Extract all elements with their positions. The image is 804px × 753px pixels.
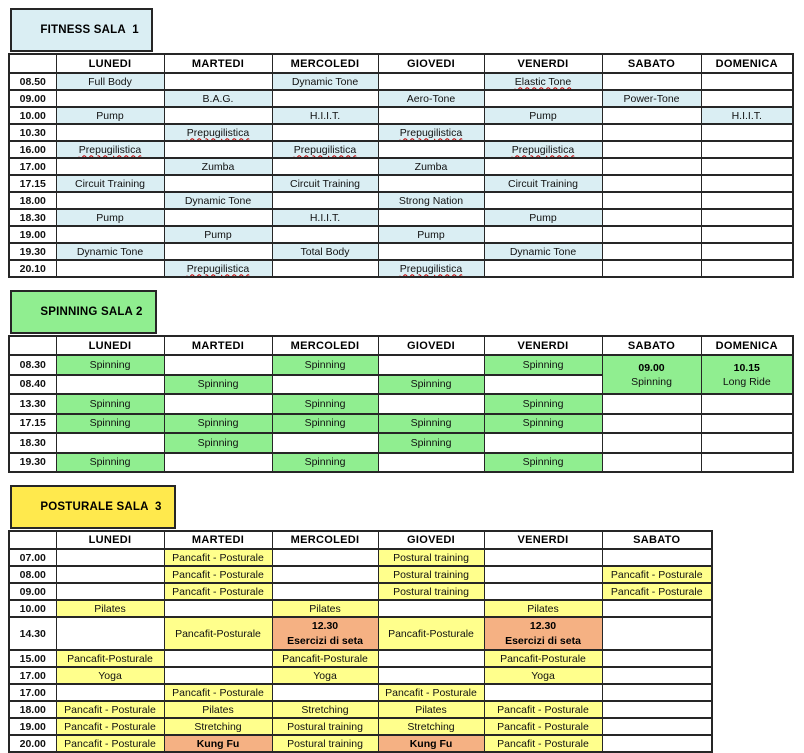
schedule-cell-domenica (701, 433, 793, 453)
schedule-cell-martedi (164, 453, 272, 473)
schedule-cell-lunedi (56, 566, 164, 583)
schedule-cell-giovedi: Pilates (378, 701, 484, 718)
day-header-martedi: MARTEDI (164, 54, 272, 73)
schedule-cell-giovedi (378, 600, 484, 617)
schedule-cell-giovedi (378, 453, 484, 473)
section-spinning (8, 290, 804, 473)
time-cell: 19.30 (9, 243, 56, 260)
schedule-cell-giovedi: Postural training (378, 583, 484, 600)
schedule-cell-martedi (164, 209, 272, 226)
day-header-mercoledi: MERCOLEDI (272, 531, 378, 549)
schedule-cell-martedi: Dynamic Tone (164, 192, 272, 209)
schedule-cell-martedi (164, 355, 272, 375)
schedule-cell-lunedi: Pancafit - Posturale (56, 701, 164, 718)
schedule-cell-lunedi: Pump (56, 209, 164, 226)
corner-cell (9, 336, 56, 355)
schedule-cell-sabato (602, 600, 712, 617)
time-cell: 13.30 (9, 394, 56, 414)
time-cell: 19.00 (9, 226, 56, 243)
day-header-sabato: SABATO (602, 54, 701, 73)
schedule-cell-venerdi: Pancafit - Posturale (484, 718, 602, 735)
section-tab-spinning (10, 290, 157, 334)
schedule-cell-giovedi: Spinning (378, 414, 484, 434)
schedule-cell-sabato (602, 243, 701, 260)
section-title-spinning: SPINNING SALA 2 (40, 306, 143, 318)
schedule-cell-venerdi: Spinning (484, 453, 602, 473)
schedule-cell-martedi: Pancafit - Posturale (164, 684, 272, 701)
day-header-mercoledi: MERCOLEDI (272, 54, 378, 73)
schedule-cell-giovedi (378, 650, 484, 667)
schedule-cell-lunedi: Full Body (56, 73, 164, 90)
schedule-cell-lunedi: Dynamic Tone (56, 243, 164, 260)
schedule-cell-venerdi: Spinning (484, 355, 602, 375)
time-cell: 19.30 (9, 453, 56, 473)
schedule-cell-giovedi: Kung Fu (378, 735, 484, 752)
schedule-cell-giovedi: Prepugilistica (378, 260, 484, 277)
schedule-cell-martedi: Zumba (164, 158, 272, 175)
day-header-martedi: MARTEDI (164, 531, 272, 549)
schedule-cell-venerdi (484, 158, 602, 175)
time-cell: 20.00 (9, 735, 56, 752)
schedule-cell-sabato (602, 141, 701, 158)
schedule-cell-venerdi (484, 566, 602, 583)
schedule-cell-martedi: Pancafit - Posturale (164, 583, 272, 600)
schedule-cell-martedi: Pilates (164, 701, 272, 718)
schedule-cell-giovedi (378, 394, 484, 414)
schedule-cell-mercoledi (272, 566, 378, 583)
schedule-cell-sabato (602, 701, 712, 718)
schedule-cell-sabato (602, 718, 712, 735)
schedule-cell-lunedi (56, 90, 164, 107)
schedule-cell-venerdi: Pancafit-Posturale (484, 650, 602, 667)
schedule-cell-venerdi (484, 192, 602, 209)
schedule-cell-lunedi: Spinning (56, 394, 164, 414)
schedule-cell-venerdi: Pancafit - Posturale (484, 701, 602, 718)
schedule-cell-sabato (602, 158, 701, 175)
schedule-cell-lunedi (56, 124, 164, 141)
schedule-cell-martedi (164, 600, 272, 617)
time-cell: 09.00 (9, 583, 56, 600)
schedule-cell-giovedi: Pancafit - Posturale (378, 684, 484, 701)
schedule-cell-domenica (701, 158, 793, 175)
schedule-cell-mercoledi: Pilates (272, 600, 378, 617)
time-cell: 08.50 (9, 73, 56, 90)
schedule-cell-venerdi (484, 375, 602, 395)
schedule-cell-domenica (701, 260, 793, 277)
schedule-cell-mercoledi: Yoga (272, 667, 378, 684)
schedule-cell-venerdi: Circuit Training (484, 175, 602, 192)
schedule-cell-venerdi (484, 549, 602, 566)
schedule-cell-giovedi: Postural training (378, 566, 484, 583)
schedule-cell-domenica (701, 90, 793, 107)
schedule-cell-giovedi (378, 355, 484, 375)
schedule-cell-sabato (602, 684, 712, 701)
day-header-venerdi: VENERDI (484, 531, 602, 549)
schedule-cell-domenica (701, 73, 793, 90)
schedule-cell-lunedi: Spinning (56, 453, 164, 473)
schedule-cell-venerdi (484, 684, 602, 701)
schedule-cell-venerdi (484, 583, 602, 600)
schedule-cell-lunedi: Circuit Training (56, 175, 164, 192)
time-cell: 14.30 (9, 617, 56, 650)
schedule-cell-mercoledi (272, 433, 378, 453)
schedule-cell-sabato (602, 549, 712, 566)
schedule-cell-venerdi: Pump (484, 107, 602, 124)
corner-cell (9, 531, 56, 549)
day-header-giovedi: GIOVEDI (378, 336, 484, 355)
schedule-cell-mercoledi (272, 158, 378, 175)
schedule-cell-mercoledi (272, 260, 378, 277)
time-cell: 17.00 (9, 667, 56, 684)
schedule-cell-sabato (602, 124, 701, 141)
schedule-cell-lunedi: Yoga (56, 667, 164, 684)
schedule-cell-mercoledi: Spinning (272, 414, 378, 434)
schedule-cell-lunedi (56, 375, 164, 395)
schedule-cell-giovedi (378, 141, 484, 158)
schedule-cell-lunedi: Pilates (56, 600, 164, 617)
schedule-cell-domenica (701, 394, 793, 414)
schedule-cell-martedi (164, 175, 272, 192)
day-header-mercoledi: MERCOLEDI (272, 336, 378, 355)
schedule-cell-venerdi: Dynamic Tone (484, 243, 602, 260)
schedule-cell-giovedi (378, 175, 484, 192)
schedule-cell-lunedi: Pump (56, 107, 164, 124)
schedule-cell-lunedi: Pancafit - Posturale (56, 735, 164, 752)
schedule-cell-mercoledi (272, 192, 378, 209)
time-cell: 17.00 (9, 684, 56, 701)
schedule-cell-martedi: Spinning (164, 433, 272, 453)
day-header-lunedi: LUNEDI (56, 54, 164, 73)
schedule-cell-martedi: Prepugilistica (164, 124, 272, 141)
time-cell: 10.00 (9, 600, 56, 617)
schedule-cell-giovedi: Aero-Tone (378, 90, 484, 107)
schedule-cell-giovedi (378, 107, 484, 124)
schedule-cell-lunedi (56, 433, 164, 453)
corner-cell (9, 54, 56, 73)
schedule-cell-lunedi (56, 192, 164, 209)
time-cell: 17.15 (9, 414, 56, 434)
schedule-cell-martedi (164, 650, 272, 667)
schedule-cell-sabato: Power-Tone (602, 90, 701, 107)
schedule-cell-domenica (701, 453, 793, 473)
schedule-cell-mercoledi: H.I.I.T. (272, 209, 378, 226)
schedule-cell-martedi (164, 394, 272, 414)
schedule-cell-venerdi (484, 90, 602, 107)
section-fitness (8, 8, 804, 278)
schedule-cell-giovedi: Prepugilistica (378, 124, 484, 141)
schedule-cell-mercoledi: Postural training (272, 735, 378, 752)
schedule-cell-mercoledi: Circuit Training (272, 175, 378, 192)
day-header-domenica: DOMENICA (701, 54, 793, 73)
schedule-cell-venerdi: Pancafit - Posturale (484, 735, 602, 752)
day-header-sabato: SABATO (602, 531, 712, 549)
day-header-lunedi: LUNEDI (56, 531, 164, 549)
schedule-cell-lunedi: Spinning (56, 355, 164, 375)
section-title-fitness: FITNESS SALA 1 (40, 24, 139, 36)
schedule-cell-domenica (701, 414, 793, 434)
schedule-cell-domenica (701, 226, 793, 243)
schedule-cell-domenica: H.I.I.T. (701, 107, 793, 124)
day-header-giovedi: GIOVEDI (378, 531, 484, 549)
schedule-cell-mercoledi (272, 684, 378, 701)
schedule-cell-mercoledi: Postural training (272, 718, 378, 735)
time-cell: 08.40 (9, 375, 56, 395)
schedule-cell-mercoledi: Dynamic Tone (272, 73, 378, 90)
time-cell: 10.00 (9, 107, 56, 124)
schedule-cell-domenica (701, 192, 793, 209)
day-header-martedi: MARTEDI (164, 336, 272, 355)
schedule-cell-martedi: Pump (164, 226, 272, 243)
schedule-cell-mercoledi (272, 226, 378, 243)
schedule-cell-venerdi (484, 433, 602, 453)
schedule-cell-giovedi: Zumba (378, 158, 484, 175)
day-header-lunedi: LUNEDI (56, 336, 164, 355)
day-header-venerdi: VENERDI (484, 336, 602, 355)
schedule-cell-sabato (602, 617, 712, 650)
schedule-cell-sabato (602, 414, 701, 434)
section-tab-posturale (10, 485, 176, 529)
schedule-cell-giovedi (378, 209, 484, 226)
spinning-schedule-table (8, 335, 794, 473)
schedule-cell-mercoledi (272, 124, 378, 141)
schedule-cell-venerdi: Spinning (484, 414, 602, 434)
posturale-schedule-table (8, 530, 713, 753)
schedule-cell-mercoledi: Spinning (272, 453, 378, 473)
schedule-cell-venerdi: Yoga (484, 667, 602, 684)
schedule-cell-mercoledi: Prepugilistica (272, 141, 378, 158)
schedule-cell-lunedi: Pancafit - Posturale (56, 718, 164, 735)
schedule-cell-mercoledi (272, 583, 378, 600)
schedule-cell-domenica (701, 209, 793, 226)
schedule-cell-giovedi: Spinning (378, 433, 484, 453)
schedule-cell-giovedi: Stretching (378, 718, 484, 735)
schedule-cell-giovedi: Spinning (378, 375, 484, 395)
schedule-cell-venerdi: Prepugilistica (484, 141, 602, 158)
schedule-cell-martedi: B.A.G. (164, 90, 272, 107)
schedule-cell-sabato (602, 260, 701, 277)
schedule-cell-mercoledi: 12.30 Esercizi di seta (272, 617, 378, 650)
schedule-cell-giovedi: Pancafit-Posturale (378, 617, 484, 650)
schedule-cell-martedi: Pancafit - Posturale (164, 566, 272, 583)
schedule-cell-sabato (602, 453, 701, 473)
time-cell: 17.15 (9, 175, 56, 192)
schedule-cell-domenica (701, 175, 793, 192)
time-cell: 18.30 (9, 209, 56, 226)
day-header-venerdi: VENERDI (484, 54, 602, 73)
schedule-cell-sabato (602, 433, 701, 453)
schedule-cell-martedi: Pancafit - Posturale (164, 549, 272, 566)
schedule-cell-giovedi (378, 73, 484, 90)
time-cell: 17.00 (9, 158, 56, 175)
schedule-cell-venerdi: Pump (484, 209, 602, 226)
schedule-cell-martedi (164, 141, 272, 158)
schedule-cell-mercoledi (272, 549, 378, 566)
schedule-cell-mercoledi (272, 375, 378, 395)
time-cell: 18.30 (9, 433, 56, 453)
time-cell: 08.30 (9, 355, 56, 375)
schedule-cell-sabato (602, 209, 701, 226)
time-cell: 20.10 (9, 260, 56, 277)
schedule-cell-sabato (602, 73, 701, 90)
schedule-cell-sabato (602, 192, 701, 209)
schedule-cell-mercoledi: Stretching (272, 701, 378, 718)
schedule-cell-giovedi: Pump (378, 226, 484, 243)
schedule-cell-domenica (701, 124, 793, 141)
schedule-cell-venerdi (484, 226, 602, 243)
time-cell: 08.00 (9, 566, 56, 583)
schedule-cell-giovedi (378, 243, 484, 260)
schedule-cell-lunedi (56, 260, 164, 277)
schedule-cell-mercoledi: Pancafit-Posturale (272, 650, 378, 667)
time-cell: 18.00 (9, 701, 56, 718)
schedule-cell-sabato (602, 107, 701, 124)
schedule-cell-lunedi (56, 549, 164, 566)
schedule-cell-lunedi (56, 226, 164, 243)
schedule-cell-mercoledi: Spinning (272, 394, 378, 414)
schedule-cell-lunedi (56, 617, 164, 650)
schedule-cell-sabato: Pancafit - Posturale (602, 583, 712, 600)
schedule-cell-martedi (164, 73, 272, 90)
schedule-cell-sabato (602, 226, 701, 243)
schedule-cell-martedi: Spinning (164, 414, 272, 434)
schedule-cell-martedi (164, 243, 272, 260)
schedule-cell-sabato: 09.00 Spinning (602, 355, 701, 394)
schedule-cell-lunedi (56, 684, 164, 701)
time-cell: 15.00 (9, 650, 56, 667)
schedule-cell-domenica (701, 243, 793, 260)
schedule-cell-martedi: Pancafit-Posturale (164, 617, 272, 650)
schedule-cell-domenica: 10.15 Long Ride (701, 355, 793, 394)
section-tab-fitness (10, 8, 153, 52)
time-cell: 10.30 (9, 124, 56, 141)
time-cell: 16.00 (9, 141, 56, 158)
schedule-cell-sabato (602, 394, 701, 414)
schedule-cell-martedi: Prepugilistica (164, 260, 272, 277)
schedule-cell-lunedi: Spinning (56, 414, 164, 434)
time-cell: 09.00 (9, 90, 56, 107)
schedule-cell-martedi (164, 107, 272, 124)
schedule-cell-venerdi: Spinning (484, 394, 602, 414)
schedule-cell-lunedi: Prepugilistica (56, 141, 164, 158)
time-cell: 18.00 (9, 192, 56, 209)
schedule-cell-domenica (701, 141, 793, 158)
day-header-giovedi: GIOVEDI (378, 54, 484, 73)
schedule-cell-mercoledi: Spinning (272, 355, 378, 375)
time-cell: 07.00 (9, 549, 56, 566)
schedule-cell-mercoledi: Total Body (272, 243, 378, 260)
schedule-cell-sabato: Pancafit - Posturale (602, 566, 712, 583)
schedule-cell-sabato (602, 650, 712, 667)
day-header-sabato: SABATO (602, 336, 701, 355)
schedule-cell-martedi: Spinning (164, 375, 272, 395)
schedule-cell-sabato (602, 735, 712, 752)
schedule-cell-martedi: Kung Fu (164, 735, 272, 752)
schedule-cell-mercoledi (272, 90, 378, 107)
schedule-cell-venerdi: 12.30 Esercizi di seta (484, 617, 602, 650)
section-title-posturale: POSTURALE SALA 3 (40, 501, 162, 513)
time-cell: 19.00 (9, 718, 56, 735)
schedule-cell-sabato (602, 175, 701, 192)
fitness-schedule-table (8, 53, 794, 278)
day-header-domenica: DOMENICA (701, 336, 793, 355)
section-posturale (8, 485, 804, 753)
schedule-cell-venerdi (484, 260, 602, 277)
schedule-cell-lunedi (56, 583, 164, 600)
schedule-cell-lunedi (56, 158, 164, 175)
schedule-cell-venerdi: Pilates (484, 600, 602, 617)
schedule-cell-giovedi: Strong Nation (378, 192, 484, 209)
schedule-cell-mercoledi: H.I.I.T. (272, 107, 378, 124)
schedule-cell-lunedi: Pancafit-Posturale (56, 650, 164, 667)
schedule-cell-venerdi (484, 124, 602, 141)
schedule-cell-martedi: Stretching (164, 718, 272, 735)
schedule-cell-venerdi: Elastic Tone (484, 73, 602, 90)
schedule-cell-giovedi: Postural training (378, 549, 484, 566)
